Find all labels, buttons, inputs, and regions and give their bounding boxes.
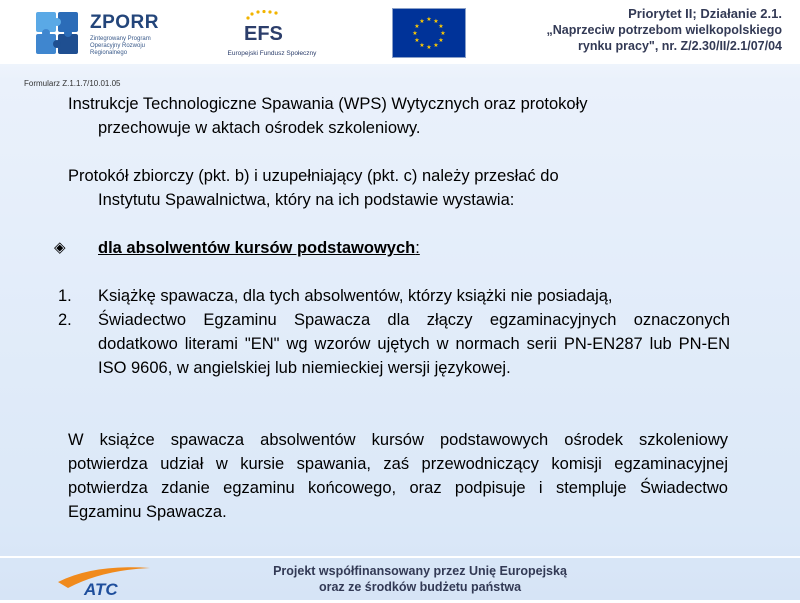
- svg-text:★: ★: [433, 18, 439, 25]
- svg-text:★: ★: [419, 42, 425, 49]
- svg-text:★: ★: [414, 37, 420, 44]
- atc-swoosh-icon: [54, 562, 154, 598]
- atc-logo: [54, 562, 154, 598]
- form-number: Formularz Z.1.1.7/10.01.05: [24, 79, 121, 88]
- svg-text:★: ★: [426, 44, 432, 51]
- diamond-bullet-icon: ◈: [54, 239, 66, 256]
- list-item-text: Świadectwo Egzaminu Spawacza dla złączy egzaminacyjnych oznaczonych dodatkowo literami "EN" wg wzorów ujętych w normach serii PN-EN287 lub PN-EN ISO 9606, w angielskiej lub niemieckiej wersji językowej.: [98, 311, 730, 377]
- list-item: [58, 284, 730, 308]
- list-item: [58, 308, 730, 380]
- eu-stars-icon: [393, 9, 465, 57]
- paragraph-wps-line2: przechowuje w aktach ośrodek szkoleniowy.: [98, 119, 421, 137]
- list-item-text: Książkę spawacza, dla tych absolwentów, którzy książki nie posiadają,: [98, 287, 613, 305]
- efs-caption: Europejski Fundusz Społeczny: [227, 50, 317, 57]
- svg-text:★: ★: [412, 30, 418, 37]
- project-info: [482, 6, 782, 54]
- list-item-number: 2.: [58, 311, 72, 329]
- footer-divider: [0, 556, 800, 558]
- header: [0, 0, 800, 64]
- efs-mark-icon: [240, 10, 296, 44]
- paragraph-book: W książce spawacza absolwentów kursów podstawowych ośrodek szkoleniowy potwierdza udział w kursie spawania, zaś przewodniczący komisji egzaminacyjnej potwierdza zdanie egzaminu końcowego, oraz podpisuje i stempluje Świadectwo Egzaminu Spawacza.: [68, 431, 728, 521]
- numbered-list: [58, 284, 730, 380]
- cofinancing-line1: Projekt współfinansowany przez Unię Europejską: [273, 564, 567, 578]
- eu-flag: [392, 8, 466, 58]
- bullet-heading-text: dla absolwentów kursów podstawowych: [98, 239, 416, 257]
- svg-text:★: ★: [440, 30, 446, 37]
- paragraph-protocol: [68, 164, 728, 212]
- list-item-number: 1.: [58, 287, 72, 305]
- svg-text:★: ★: [438, 37, 444, 44]
- zporr-title: ZPORR: [90, 12, 159, 33]
- paragraph-wps-line1: Instrukcje Technologiczne Spawania (WPS) Wytycznych oraz protokoły: [68, 95, 588, 113]
- bullet-heading-colon: :: [415, 239, 420, 257]
- svg-text:★: ★: [426, 16, 432, 23]
- zporr-subtitle: Zintegrowany Program Operacyjny Rozwoju Regionalnego: [90, 36, 151, 56]
- cofinancing-line2: oraz ze środków budżetu państwa: [318, 580, 522, 594]
- project-title-line2: rynku pracy", nr. Z/2.30/II/2.1/07/04: [578, 39, 782, 53]
- svg-text:★: ★: [419, 18, 425, 25]
- atc-logo-text: ATC: [84, 580, 118, 598]
- puzzle-icon: [34, 10, 80, 56]
- paragraph-protocol-line2: Instytutu Spawalnictwa, który na ich podstawie wystawia:: [98, 191, 515, 209]
- svg-text:★: ★: [433, 42, 439, 49]
- paragraph-wps: [68, 92, 728, 140]
- cofinancing-note: [210, 563, 630, 595]
- bullet-heading: [98, 236, 420, 260]
- svg-text:EFS: EFS: [244, 23, 283, 44]
- paragraph-protocol-line1: Protokół zbiorczy (pkt. b) i uzupełniający (pkt. c) należy przesłać do: [68, 167, 559, 185]
- efs-logo: [222, 6, 322, 60]
- project-title-line1: „Naprzeciw potrzebom wielkopolskiego: [546, 23, 782, 37]
- zporr-logo: [34, 10, 164, 58]
- project-priority: Priorytet II; Działanie 2.1.: [628, 6, 782, 21]
- svg-text:★: ★: [438, 23, 444, 30]
- svg-text:★: ★: [414, 23, 420, 30]
